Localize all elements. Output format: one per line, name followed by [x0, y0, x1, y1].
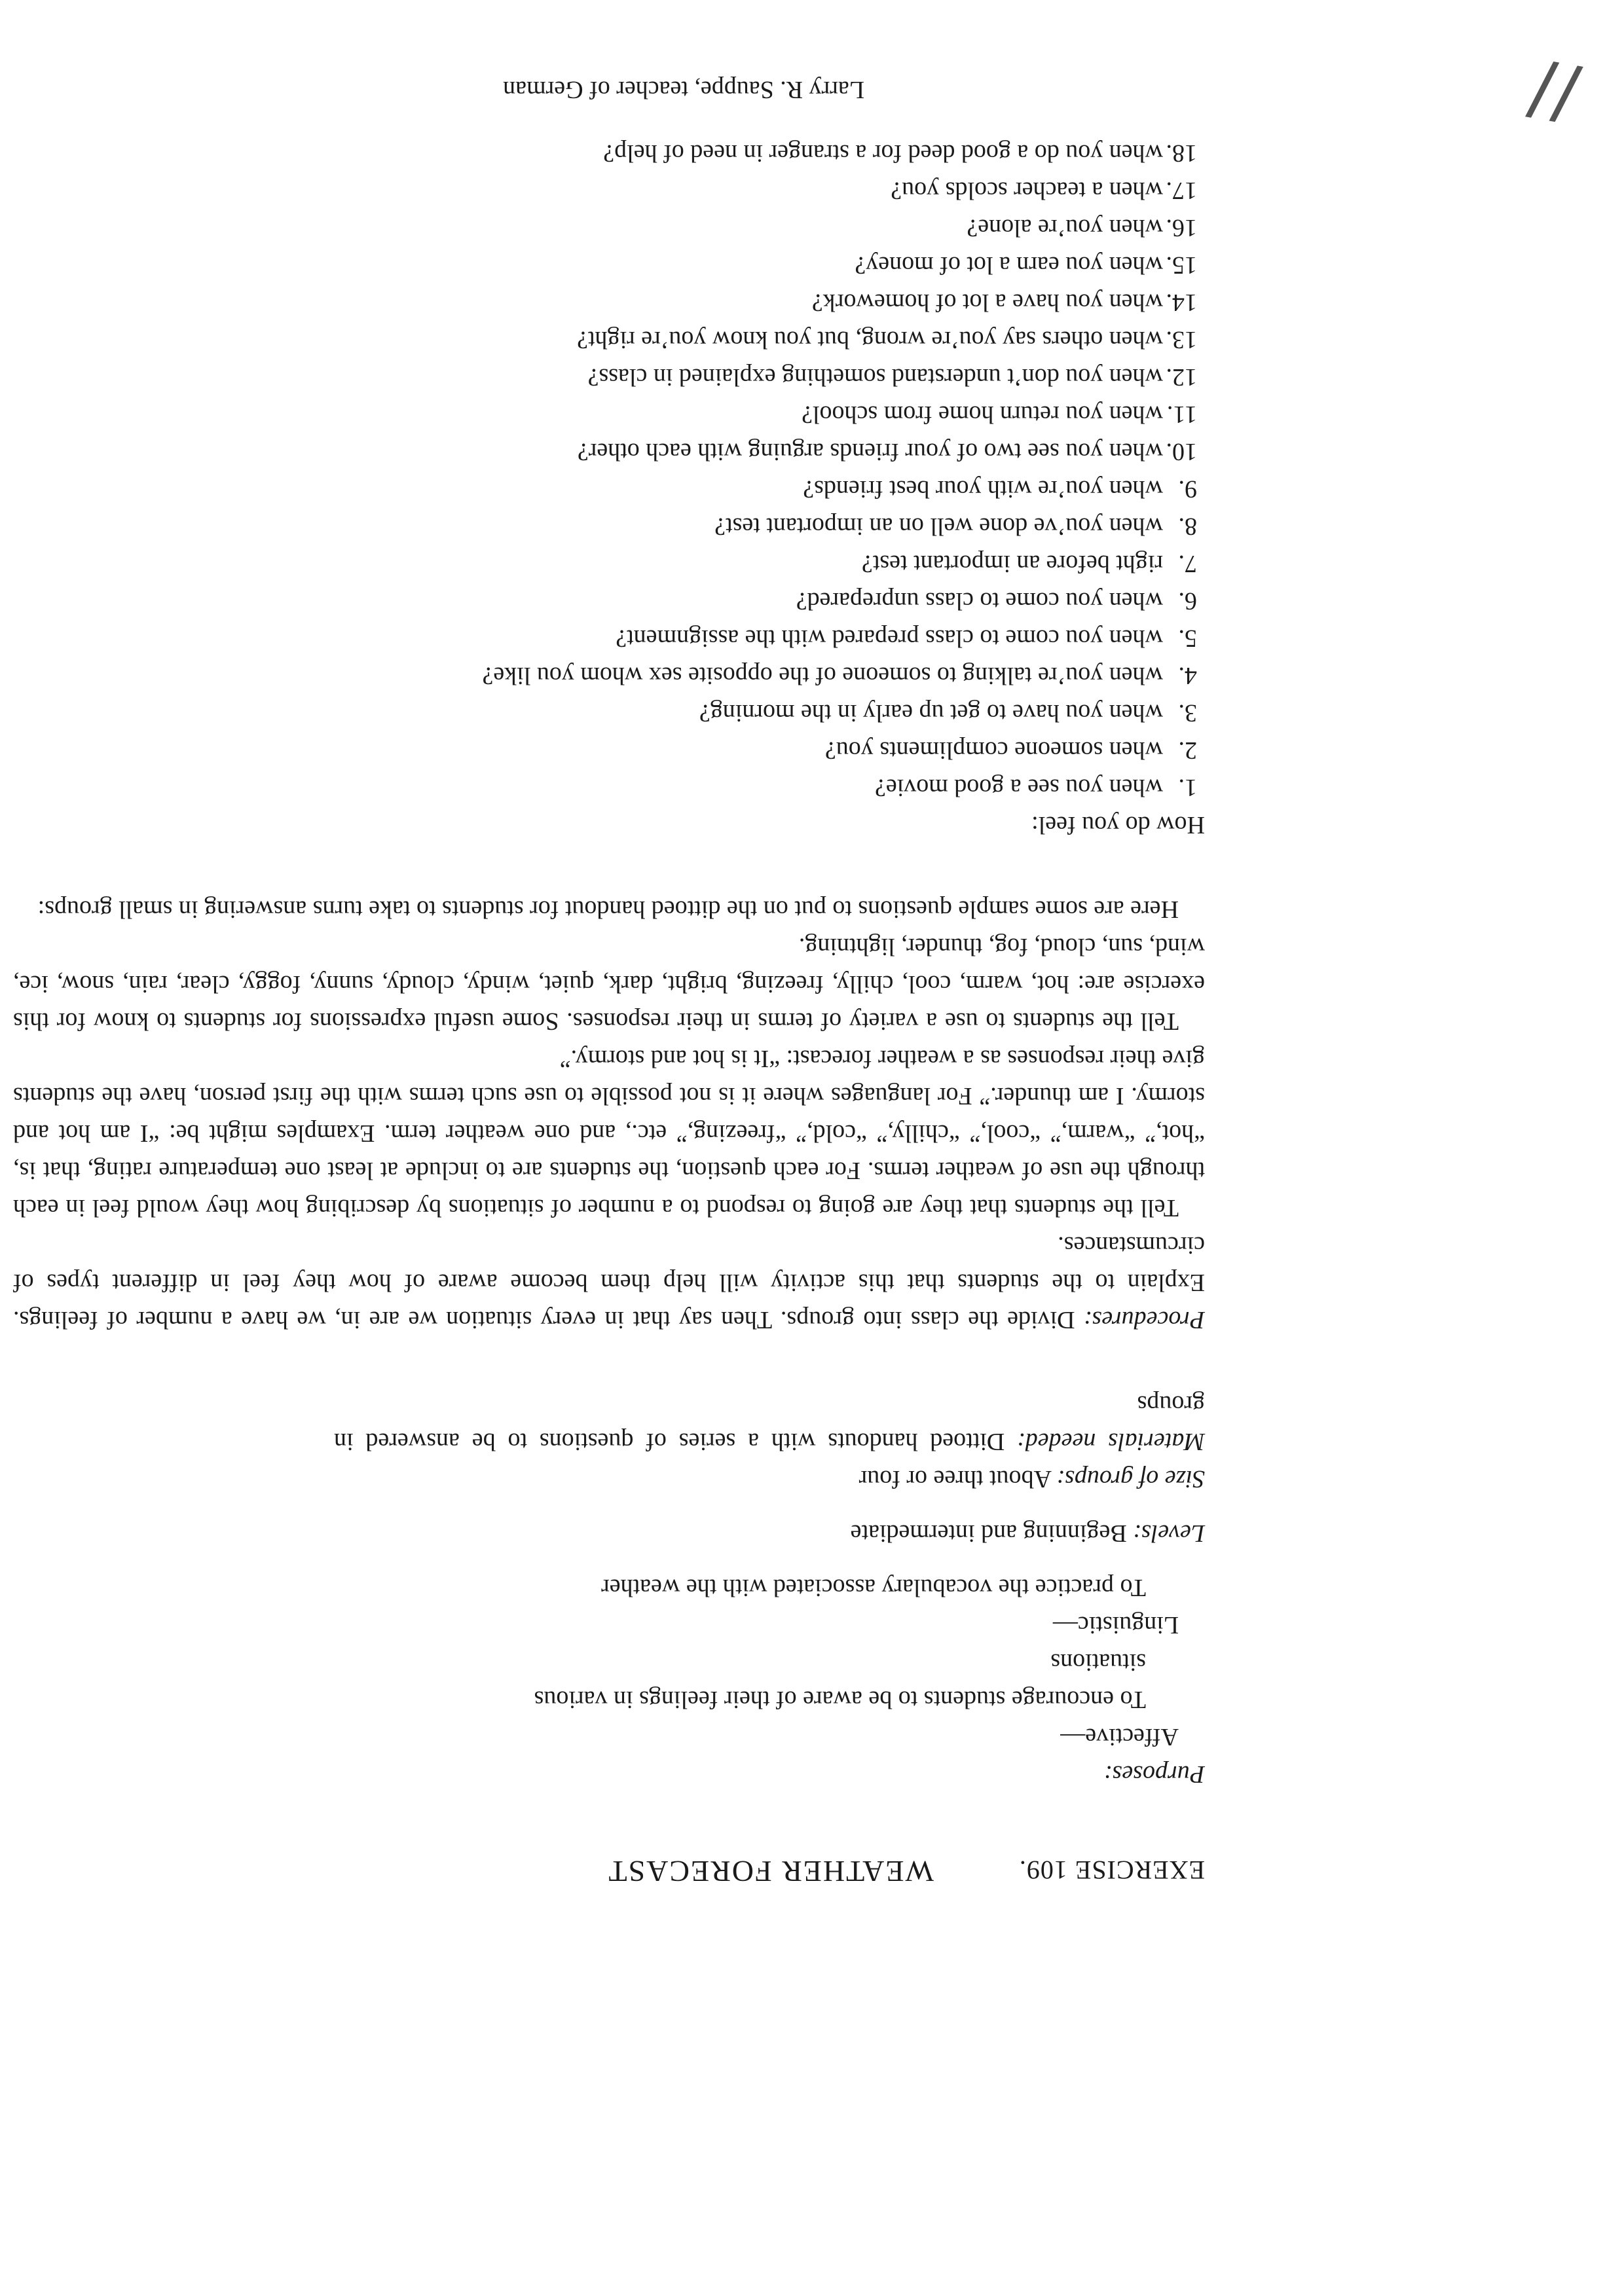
list-item: 10.when you see two of your friends arguing with each other? — [577, 438, 1197, 465]
list-item: 18.when you do a good deed for a stranger in need of help? — [603, 139, 1197, 167]
exercise-title: WEATHER FORECAST — [607, 1855, 934, 1888]
list-item: 11.when you return home from school? — [802, 401, 1197, 428]
size-of-groups-text: About three or four — [858, 1465, 1057, 1493]
procedures-paragraph-1 — [13, 1226, 1205, 1338]
affective-label: Affective— — [1060, 1723, 1179, 1751]
procedures-text-1: Divide the class into groups. Then say that in every situation we are in, we have a number of feelings. Explain to the students that this activity will help them become aware of how they feel in different types of circumstances. — [13, 1231, 1205, 1334]
procedures-label: Procedures: — [1083, 1306, 1205, 1334]
list-item: 1.when you see a good movie? — [874, 774, 1197, 801]
document-body — [13, 71, 1205, 1890]
list-item: 3.when you have to get up early in the morning? — [699, 699, 1197, 727]
list-item: 5.when you come to class prepared with the assignment? — [616, 625, 1197, 652]
affective-text-line-1: To encourage students to be aware of their feelings in various — [534, 1686, 1146, 1713]
materials-label: Materials needed: — [1017, 1428, 1205, 1455]
questions-heading: How do you feel: — [1031, 811, 1205, 839]
procedures-paragraph-2: Tell the students that they are going to respond to a number of situations by describing how they would feel in each through the use of weather terms. For each question, the students are to include at least one temperature rating, that is, “hot,” “warm,” “cool,” “chilly,” “cold,” “freezing,” etc., and one weather term. Examples might be: “I am hot and stormy. I am thunder.” For languages where it is not possible to use such terms with the first person, have the students give their responses as a weather forecast: “It is hot and stormy.” — [13, 1045, 1205, 1222]
list-item: 15.when you earn a lot of money? — [855, 251, 1197, 279]
exercise-header — [13, 1851, 1205, 1890]
list-item: 7.right before an important test? — [861, 550, 1197, 577]
questions-list — [13, 134, 1205, 806]
purposes-section — [13, 1569, 1205, 1793]
list-item: 2.when someone compliments you? — [824, 737, 1197, 764]
list-item: 6.when you come to class unprepared? — [796, 587, 1197, 615]
linguistic-label: Linguistic— — [1052, 1611, 1179, 1639]
affective-text-line-2: situations — [1050, 1649, 1146, 1676]
levels-section — [13, 1514, 1205, 1552]
procedures-paragraph-4: Here are some sample questions to put on the dittoed handout for students to take turns answering in small groups: — [37, 896, 1179, 923]
exercise-number: EXERCISE 109. — [1018, 1855, 1205, 1885]
list-item: 14.when you have a lot of homework? — [811, 289, 1197, 316]
list-item: 8.when you’ve done well on an important test? — [714, 513, 1197, 540]
list-item: 12.when you don’t understand something explained in class? — [587, 363, 1197, 391]
list-item: 16.when you’re alone? — [967, 214, 1197, 242]
pencil-mark: // — [1522, 48, 1585, 139]
list-item: 4.when you’re talking to someone of the opposite sex whom you like? — [482, 662, 1197, 689]
procedures-section — [13, 890, 1205, 1338]
size-of-groups-label: Size of groups: — [1056, 1465, 1205, 1493]
linguistic-text: To practice the vocabulary associated with the weather — [601, 1574, 1146, 1601]
size-of-groups-section — [13, 1460, 1205, 1497]
list-item: 13.when others say you’re wrong, but you know you’re right? — [577, 326, 1197, 354]
questions-section — [13, 134, 1205, 843]
levels-text: Beginning and intermediate — [850, 1520, 1134, 1547]
author-signature: Larry R. Sauppe, teacher of German — [503, 76, 864, 103]
list-item: 9.when you’re with your best friends? — [803, 475, 1197, 503]
levels-label: Levels: — [1133, 1520, 1205, 1547]
purposes-label: Purposes: — [1103, 1760, 1205, 1788]
procedures-paragraph-3: Tell the students to use a variety of terms in their responses. Some useful expressions for students to know for this exercise are: hot, warm, cool, chilly, freezing, bright, dark, quiet, windy, cloudy, sunny, foggy, clear, rain, snow, ice, wind, sun, cloud, fog, thunder, lightning. — [13, 933, 1205, 1035]
materials-text: Dittoed handouts with a series of questions to be answered in groups — [334, 1391, 1205, 1455]
list-item: 17.when a teacher scolds you? — [891, 177, 1197, 204]
materials-section — [334, 1385, 1205, 1460]
